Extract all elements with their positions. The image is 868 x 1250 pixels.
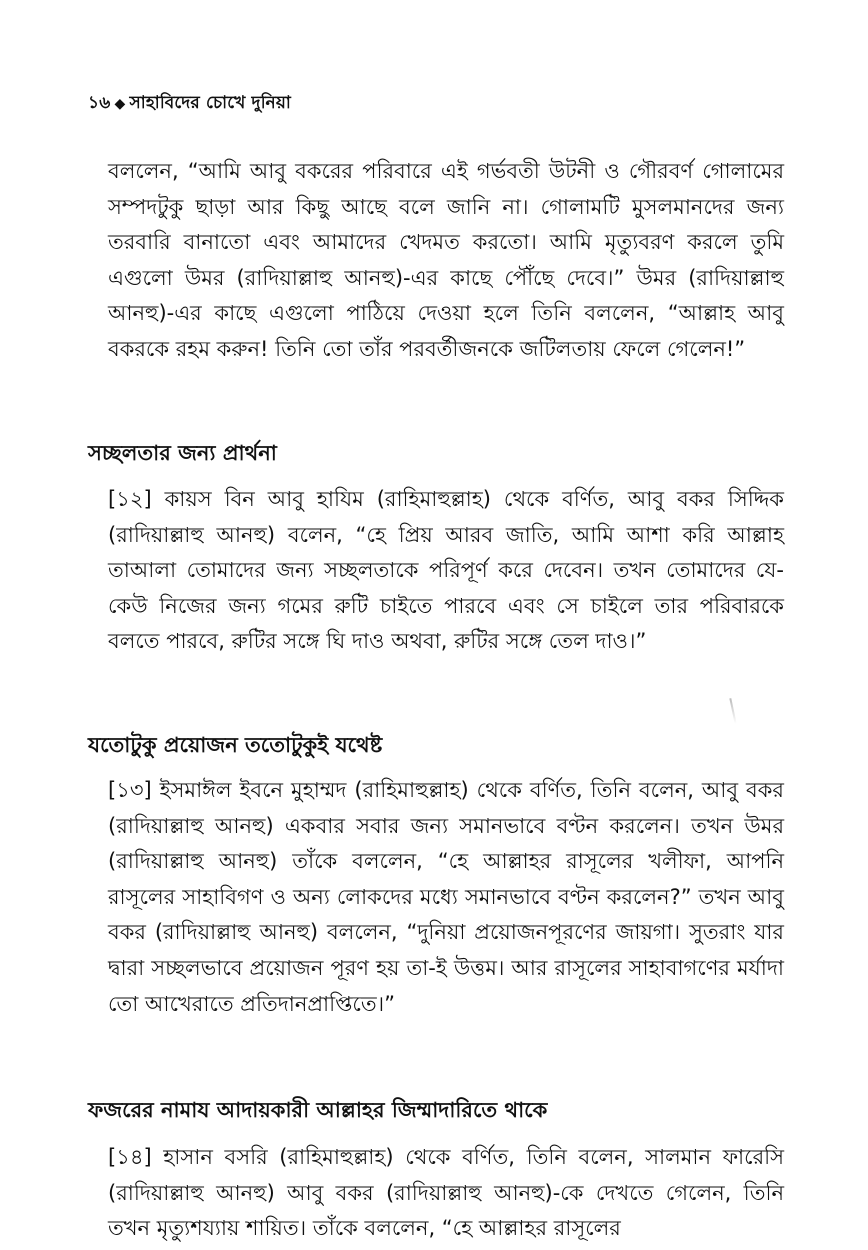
page-number: ১৬ [88,93,111,113]
paragraph-text: [১২] কায়স বিন আবু হাযিম (রাহিমাহুল্লাহ) থেকে বর্ণিত, আবু বকর সিদ্দিক (রাদিয়াল্লাহু আনহু) বলেন, “হে প্রিয় আরব জাতি, আমি আশা করি আল্লাহ তাআলা তোমাদের জন্য সচ্ছলতাকে পরিপূর্ণ করে দেবেন। তখন তোমাদের যে-কেউ নিজের জন্য গমের রুটি চাইতে পারবে এবং সে চাইলে তার পরিবারকে বলতে পারবে, রুটির সঙ্গে ঘি দাও অথবা, রুটির সঙ্গে তেল দাও।” [108,487,784,654]
running-head [88,90,291,118]
paragraph-text: [১৪] হাসান বসরি (রাহিমাহুল্লাহ) থেকে বর্ণিত, তিনি বলেন, সালমান ফারেসি (রাদিয়াল্লাহু আনহু) আবু বকর (রাদিয়াল্লাহু আনহু)-কে দেখতে গেলেন, তিনি তখন মৃত্যুশয্যায় শায়িত। তাঁকে বললেন, “হে আল্লাহর রাসূলের [108,1145,784,1241]
diamond-separator-icon: ◆ [114,96,126,112]
paragraph-narration-13 [108,773,784,1022]
section-heading-prosperity-prayer: সচ্ছলতার জন্য প্রার্থনা [88,441,277,465]
section-heading-fajr-prayer: ফজরের নামায আদায়কারী আল্লাহর জিম্মাদারিতে থাকে [88,1098,548,1122]
paragraph-text: [১৩] ইসমাঈল ইবনে মুহাম্মদ (রাহিমাহুল্লাহ) থেকে বর্ণিত, তিনি বলেন, আবু বকর (রাদিয়াল্লাহু আনহু) একবার সবার জন্য সমানভাবে বণ্টন করলেন। তখন উমর (রাদিয়াল্লাহু আনহু) তাঁকে বললেন, “হে আল্লাহর রাসূলের খলীফা, আপনি রাসূলের সাহাবিগণ ও অন্য লোকদের মধ্যে সমানভাবে বণ্টন করলেন?” তখন আবু বকর (রাদিয়াল্লাহু আনহু) বললেন, “দুনিয়া প্রয়োজনপূরণের জায়গা। সুতরাং যার দ্বারা সচ্ছলভাবে প্রয়োজন পূরণ হয় তা-ই উত্তম। আর রাসূলের সাহাবাগণের মর্যাদা তো আখেরাতে প্রতিদানপ্রাপ্তিতে।” [108,778,784,1016]
paragraph-narration-12 [108,482,784,660]
paragraph-continuation [108,154,784,368]
section-heading-sufficiency: যতোটুকু প্রয়োজন ততোটুকুই যথেষ্ট [88,733,383,757]
paragraph-text: বললেন, “আমি আবু বকরের পরিবারে এই গর্ভবতী উটনী ও গৌরবর্ণ গোলামের সম্পদটুকু ছাড়া আর কিছু আছে বলে জানি না। গোলামটি মুসলমানদের জন্য তরবারি বানাতো এবং আমাদের খেদমত করতো। আমি মৃত্যুবরণ করলে তুমি এগুলো উমর (রাদিয়াল্লাহু আনহু)-এর কাছে পৌঁছে দেবে।” উমর (রাদিয়াল্লাহু আনহু)-এর কাছে এগুলো পাঠিয়ে দেওয়া হলে তিনি বললেন, “আল্লাহ আবু বকরকে রহম করুন! তিনি তো তাঁর পরবর্তীজনকে জটিলতায় ফেলে গেলেন!” [108,159,784,361]
scan-mark [729,698,736,724]
book-title: সাহাবিদের চোখে দুনিয়া [129,93,292,113]
paragraph-narration-14 [108,1140,784,1247]
